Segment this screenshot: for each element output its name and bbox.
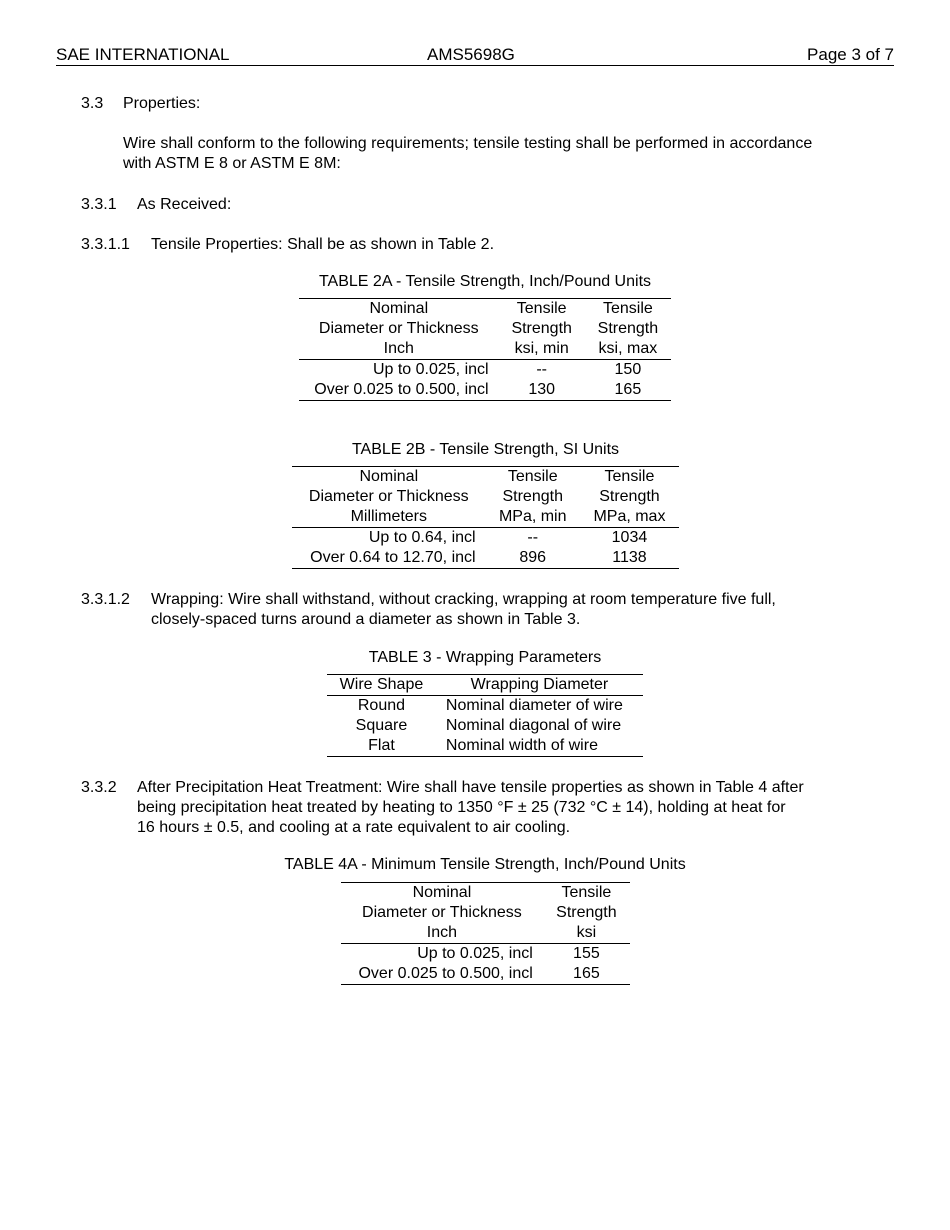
table-cell: Over 0.025 to 0.500, incl (299, 380, 499, 401)
table-row (299, 360, 671, 381)
table-row (341, 944, 630, 965)
section-3-3-1-number: 3.3.1 (81, 196, 117, 213)
table-row (341, 964, 630, 985)
table-2a-caption: TABLE 2A - Tensile Strength, Inch/Pound Units (318, 273, 652, 290)
section-3-3-2-line1: After Precipitation Heat Treatment: Wire shall have tensile properties as shown in Table 4 after (137, 779, 804, 796)
table-3-caption: TABLE 3 - Wrapping Parameters (368, 649, 602, 666)
table-cell: Up to 0.025, incl (372, 361, 489, 378)
table-header: Nominal (292, 467, 486, 488)
section-3-3-body-line1: Wire shall conform to the following requirements; tensile testing shall be performed in accordance (123, 135, 813, 152)
table-cell: 1138 (580, 548, 679, 569)
table-2a (299, 298, 671, 401)
table-header: ksi (543, 923, 630, 944)
section-3-3-1-1-number: 3.3.1.1 (81, 236, 130, 253)
section-3-3-1-2-number: 3.3.1.2 (81, 591, 130, 608)
section-3-3-body-line2: with ASTM E 8 or ASTM E 8M: (123, 155, 341, 172)
section-3-3-2-line3: 16 hours ± 0.5, and cooling at a rate equivalent to air cooling. (137, 819, 571, 836)
table-cell: -- (527, 529, 539, 546)
table-cell: Round (357, 697, 406, 714)
table-row (292, 548, 679, 569)
table-header: Tensile (499, 299, 585, 320)
table-4a (341, 882, 630, 985)
table-header: Nominal (299, 299, 499, 320)
table-cell: 150 (614, 361, 642, 378)
table-header: Millimeters (292, 507, 486, 528)
table-header: Tensile (543, 883, 630, 904)
table-header: Inch (341, 923, 543, 944)
section-3-3-1-title: As Received: (137, 196, 232, 213)
table-3 (327, 674, 643, 757)
section-3-3-1-2-line1: Wrapping: Wire shall withstand, without cracking, wrapping at room temperature five full, (151, 591, 776, 608)
section-3-3-number: 3.3 (81, 95, 104, 112)
table-4a-caption: TABLE 4A - Minimum Tensile Strength, Inch/Pound Units (284, 856, 686, 873)
table-cell: Nominal width of wire (436, 736, 643, 757)
table-header: ksi, max (585, 339, 671, 360)
section-3-3-title: Properties: (123, 95, 201, 112)
table-header: Wire Shape (327, 675, 436, 696)
table-cell: Over 0.025 to 0.500, incl (341, 964, 543, 985)
table-cell: Flat (327, 736, 436, 757)
table-header: Tensile (486, 467, 580, 488)
table-header: Diameter or Thickness (362, 904, 522, 921)
table-header: Wrapping Diameter (436, 675, 643, 696)
table-header: MPa, min (486, 507, 580, 528)
table-row (292, 528, 679, 549)
table-row (327, 736, 643, 757)
table-header: Tensile (585, 299, 671, 320)
table-cell: 896 (486, 548, 580, 569)
table-header: Tensile (580, 467, 679, 488)
table-header: Strength (597, 320, 659, 337)
table-cell: 165 (585, 380, 671, 401)
section-3-3-2-line2: being precipitation heat treated by heating to 1350 °F ± 25 (732 °C ± 14), holding at heat for (137, 799, 786, 816)
table-2b-caption: TABLE 2B - Tensile Strength, SI Units (351, 441, 620, 458)
table-cell: Square (355, 717, 408, 734)
table-row (299, 380, 671, 401)
table-header: ksi, min (499, 339, 585, 360)
table-cell: Over 0.64 to 12.70, incl (292, 548, 486, 569)
page-header (56, 45, 894, 66)
table-header: Diameter or Thickness (308, 488, 469, 505)
table-cell: 1034 (611, 529, 648, 546)
table-cell: -- (536, 361, 547, 378)
section-3-3-2-number: 3.3.2 (81, 779, 117, 796)
table-row (327, 716, 643, 736)
table-header: Nominal (341, 883, 543, 904)
table-2b (292, 466, 679, 569)
table-header: Strength (599, 488, 660, 505)
table-cell: Up to 0.64, incl (368, 529, 476, 546)
section-3-3-1-1-text: Tensile Properties: Shall be as shown in Table 2. (151, 236, 495, 253)
table-header: Strength (556, 904, 617, 921)
table-header: Diameter or Thickness (318, 320, 479, 337)
table-header: Strength (502, 488, 563, 505)
table-cell: Up to 0.025, incl (417, 945, 533, 962)
section-3-3-1-2-line2: closely-spaced turns around a diameter as shown in Table 3. (151, 611, 581, 628)
table-cell: 165 (543, 964, 630, 985)
header-page-number: Page 3 of 7 (807, 45, 894, 64)
header-org: SAE INTERNATIONAL (56, 45, 230, 64)
table-row (327, 696, 643, 717)
table-header: Strength (511, 320, 572, 337)
table-cell: Nominal diagonal of wire (445, 717, 622, 734)
header-doc-number: AMS5698G (427, 45, 515, 64)
table-header: Inch (299, 339, 499, 360)
table-header: MPa, max (580, 507, 679, 528)
table-cell: 155 (573, 945, 600, 962)
table-cell: Nominal diameter of wire (445, 697, 623, 714)
table-cell: 130 (499, 380, 585, 401)
